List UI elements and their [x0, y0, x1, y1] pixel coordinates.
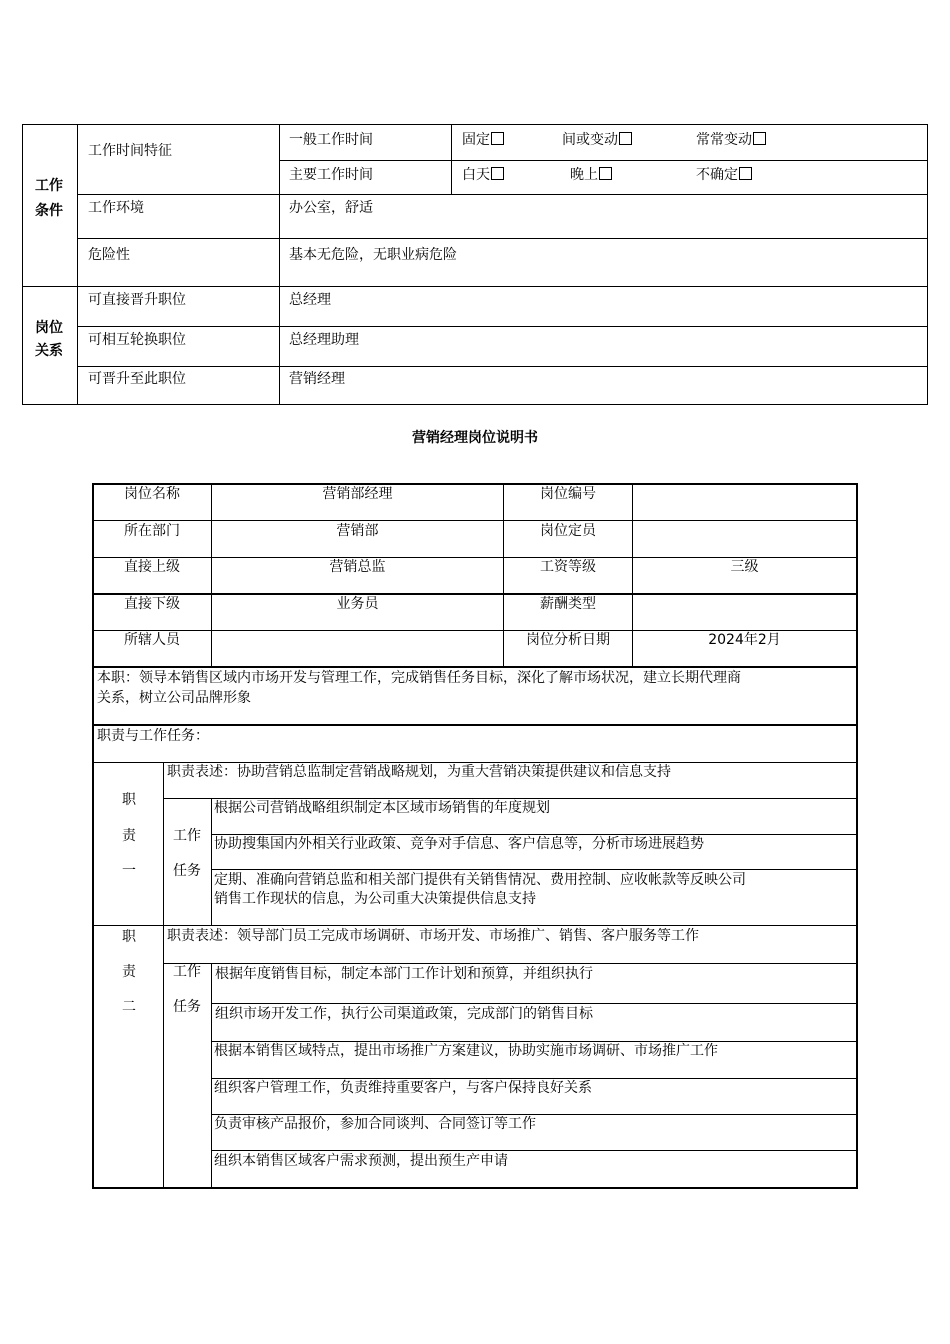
checkbox-uncertain[interactable]: [739, 167, 752, 180]
duty1-label-3: 一: [122, 863, 136, 879]
checkbox-frequent[interactable]: [753, 132, 766, 145]
rotate-value: 总经理助理: [289, 332, 359, 348]
field-label-position-code: 岗位编号: [540, 486, 596, 502]
checkbox-daytime[interactable]: [491, 167, 504, 180]
field-label-analysis-date: 岗位分析日期: [526, 632, 610, 648]
duty2-task-2: 组织市场开发工作，执行公司渠道政策，完成部门的销售目标: [215, 1006, 593, 1022]
duty1-label-2: 责: [122, 828, 136, 844]
field-label-salary-grade: 工资等级: [540, 559, 596, 575]
duty2-task-label-2: 任务: [173, 999, 201, 1015]
duty1-label-1: 职: [122, 792, 136, 808]
duty1-task-1: 根据公司营销战略组织制定本区域市场销售的年度规划: [214, 800, 550, 816]
section-label-position-relations-2: 关系: [35, 343, 63, 359]
duty2-label-2: 责: [122, 964, 136, 980]
duty2-label-1: 职: [122, 929, 136, 945]
field-label-direct-subordinate: 直接下级: [124, 596, 180, 612]
option-daytime: 白天: [462, 167, 504, 184]
promote-to-value: 总经理: [289, 292, 331, 308]
option-fixed: 固定: [462, 132, 504, 149]
promote-from-label: 可晋升至此职位: [88, 371, 186, 387]
duty1-task-label-1: 工作: [173, 828, 201, 844]
promote-from-value: 营销经理: [289, 371, 345, 387]
field-value-direct-superior: 营销总监: [329, 559, 386, 575]
duty1-task-3-line-2: 销售工作现状的信息，为公司重大决策提供信息支持: [214, 891, 536, 907]
duty2-label-3: 二: [122, 999, 136, 1015]
field-label-staff: 所辖人员: [124, 632, 180, 648]
duty2-task-5: 负责审核产品报价，参加合同谈判、合同签订等工作: [214, 1116, 536, 1132]
field-value-position-name: 营销部经理: [322, 486, 393, 502]
field-label-pay-type: 薪酬类型: [540, 596, 596, 612]
duty2-task-6: 组织本销售区域客户需求预测，提出预生产申请: [214, 1153, 508, 1169]
field-value-salary-grade: 三级: [730, 559, 759, 575]
duties-heading: 职责与工作任务：: [97, 728, 209, 744]
option-evening: 晚上: [570, 167, 612, 184]
field-label-position-name: 岗位名称: [124, 486, 180, 502]
field-value-direct-subordinate: 业务员: [336, 596, 379, 612]
promote-to-label: 可直接晋升职位: [88, 292, 186, 308]
duty2-task-1: 根据年度销售目标，制定本部门工作计划和预算，并组织执行: [215, 966, 593, 982]
field-label-headcount: 岗位定员: [540, 523, 596, 539]
option-uncertain: 不确定: [696, 167, 752, 184]
checkbox-occasional[interactable]: [619, 132, 632, 145]
environment-label: 工作环境: [88, 200, 144, 216]
general-work-time-label: 一般工作时间: [289, 132, 373, 148]
job-summary-line-1: 本职：领导本销售区域内市场开发与管理工作，完成销售任务目标，深化了解市场状况，建立长期代理商: [97, 670, 741, 686]
main-work-time-label: 主要工作时间: [289, 167, 373, 183]
option-occasional: 间或变动: [562, 132, 632, 149]
field-label-direct-superior: 直接上级: [124, 559, 180, 575]
job-summary-line-2: 关系，树立公司品牌形象: [97, 690, 251, 706]
field-value-department: 营销部: [336, 523, 379, 539]
document-title: 营销经理岗位说明书: [412, 430, 538, 446]
duty2-task-4: 组织客户管理工作，负责维持重要客户，与客户保持良好关系: [214, 1080, 592, 1096]
environment-value: 办公室，舒适: [289, 200, 373, 216]
duty1-task-label-2: 任务: [173, 863, 201, 879]
field-label-department: 所在部门: [124, 523, 180, 539]
work-time-feature-label: 工作时间特征: [88, 143, 172, 159]
duty1-statement: 职责表述：协助营销总监制定营销战略规划，为重大营销决策提供建议和信息支持: [167, 764, 671, 780]
duty2-task-label-1: 工作: [173, 964, 201, 980]
rotate-label: 可相互轮换职位: [88, 332, 186, 348]
duty2-statement: 职责表述：领导部门员工完成市场调研、市场开发、市场推广、销售、客户服务等工作: [167, 928, 699, 944]
section-label-position-relations-1: 岗位: [35, 320, 63, 336]
duty2-task-3: 根据本销售区域特点，提出市场推广方案建议，协助实施市场调研、市场推广工作: [214, 1043, 718, 1059]
duty1-task-2: 协助搜集国内外相关行业政策、竞争对手信息、客户信息等，分析市场进展趋势: [214, 836, 704, 852]
duty1-task-3-line-1: 定期、准确向营销总监和相关部门提供有关销售情况、费用控制、应收帐款等反映公司: [214, 872, 746, 888]
danger-label: 危险性: [88, 247, 130, 263]
field-value-analysis-date: 2024年2月: [708, 632, 781, 648]
option-frequent: 常常变动: [696, 132, 766, 149]
section-label-work-conditions-2: 条件: [35, 203, 63, 219]
section-label-work-conditions-1: 工作: [35, 178, 63, 194]
checkbox-fixed[interactable]: [491, 132, 504, 145]
danger-value: 基本无危险，无职业病危险: [289, 247, 457, 263]
checkbox-evening[interactable]: [599, 167, 612, 180]
